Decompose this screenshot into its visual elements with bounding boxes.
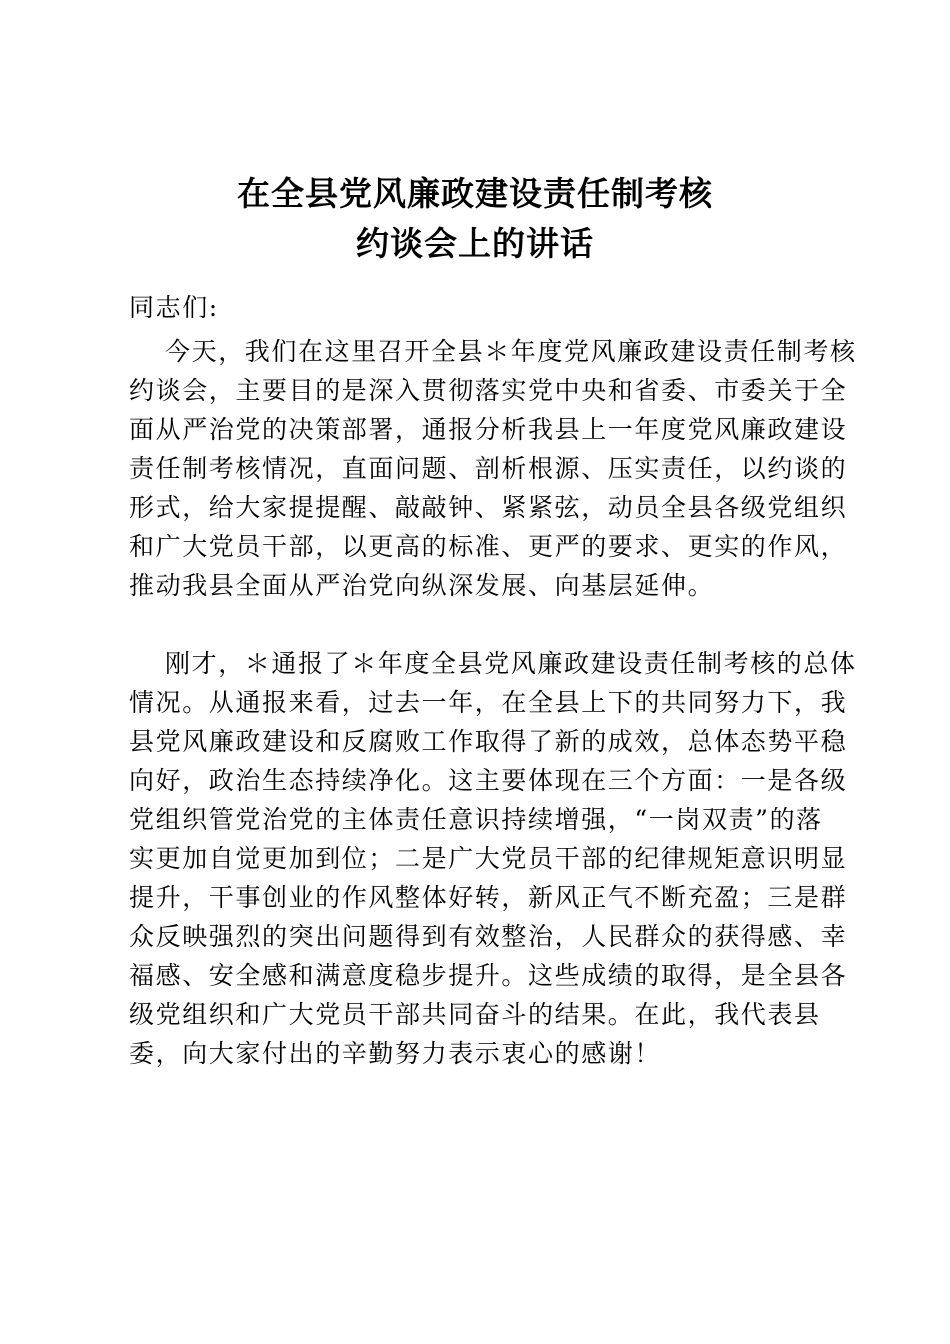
paragraph-line: 党组织管党治党的主体责任意识持续增强，“一岗双责”的落 bbox=[129, 805, 823, 834]
paragraph-line: 形式，给大家提提醒、敲敲钟、紧紧弦，动员全县各级党组织 bbox=[129, 493, 848, 522]
paragraph-1 bbox=[129, 332, 857, 605]
paragraph-line: 责任制考核情况，直面问题、剖析根源、压实责任，以约谈的 bbox=[129, 454, 848, 483]
paragraph-line: 级党组织和广大党员干部共同奋斗的结果。在此，我代表县 bbox=[129, 1000, 821, 1029]
paragraph-line: 福感、安全感和满意度稳步提升。这些成绩的取得，是全县各 bbox=[129, 961, 848, 990]
paragraph-line: 众反映强烈的突出问题得到有效整治，人民群众的获得感、幸 bbox=[129, 922, 848, 951]
paragraph-line: 实更加自觉更加到位；二是广大党员干部的纪律规矩意识明显 bbox=[129, 844, 848, 873]
paragraph-line: 刚才，＊通报了＊年度全县党风廉政建设责任制考核的总体 bbox=[165, 649, 857, 678]
paragraph-2 bbox=[129, 644, 857, 1073]
paragraph-line: 面从严治党的决策部署，通报分析我县上一年度党风廉政建设 bbox=[129, 415, 848, 444]
paragraph-line: 和广大党员干部，以更高的标准、更严的要求、更实的作风， bbox=[129, 532, 848, 561]
document-title-line-2: 约谈会上的讲话 bbox=[356, 224, 594, 263]
paragraph-line: 提升，干事创业的作风整体好转，新风正气不断充盈；三是群 bbox=[129, 883, 848, 912]
salutation bbox=[129, 288, 829, 327]
paragraph-line: 约谈会，主要目的是深入贯彻落实党中央和省委、市委关于全 bbox=[129, 376, 848, 405]
paragraph-line: 情况。从通报来看，过去一年，在全县上下的共同努力下，我 bbox=[129, 688, 848, 717]
paragraph-line: 委，向大家付出的辛勤努力表示衷心的感谢！ bbox=[129, 1039, 662, 1068]
paragraph-line: 向好，政治生态持续净化。这主要体现在三个方面：一是各级 bbox=[129, 766, 848, 795]
document-title-line-1: 在全县党风廉政建设责任制考核 bbox=[237, 174, 713, 213]
paragraph-line: 县党风廉政建设和反腐败工作取得了新的成效，总体态势平稳 bbox=[129, 727, 848, 756]
paragraph-line: 今天，我们在这里召开全县＊年度党风廉政建设责任制考核 bbox=[165, 337, 857, 366]
salutation-text: 同志们: bbox=[129, 293, 219, 322]
paragraph-line: 推动我县全面从严治党向纵深发展、向基层延伸。 bbox=[129, 571, 715, 600]
